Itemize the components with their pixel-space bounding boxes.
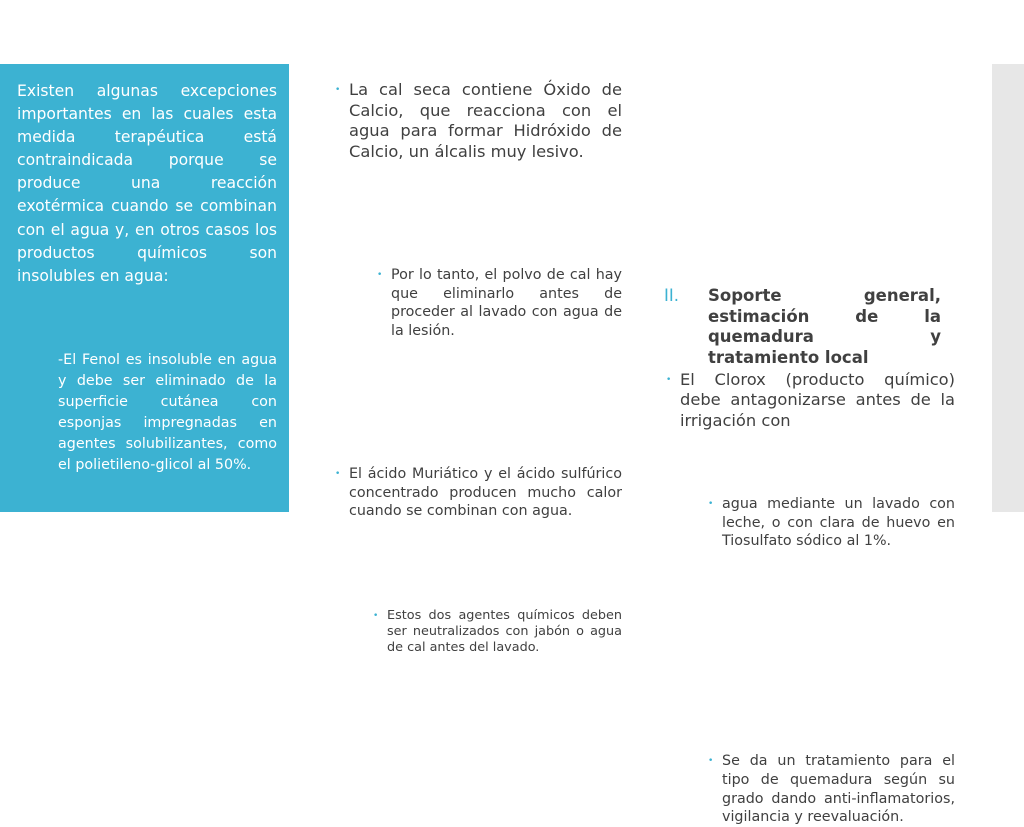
section-number: II. [664, 286, 679, 305]
bullet-text: Por lo tanto, el polvo de cal hay que eliminarlo antes de proceder al lavado con agua de la lesión. [391, 267, 622, 340]
bullet-icon: • [708, 499, 714, 510]
bullet-icon: • [335, 85, 341, 95]
subbullet-cal [377, 266, 622, 341]
bullet-icon: • [373, 610, 379, 621]
phenol-paragraph: -El Fenol es insoluble en agua y debe ser eliminado de la superficie cutánea con esponjas impregnadas en agentes solubilizantes, como el polietileno-glicol al 50%. [58, 352, 277, 473]
bullet-acido [335, 465, 622, 521]
bullet-icon: • [708, 756, 714, 767]
bullet-text: agua mediante un lavado con leche, o con clara de huevo en Tiosulfato sódico al 1%. [722, 496, 955, 550]
subbullet-acido [373, 608, 622, 657]
left-panel [0, 64, 289, 512]
intro-paragraph: Existen algunas excepciones importantes en las cuales esta medida terapéutica está contraindicada porque se produce una reacción exotérmica cuando se combinan con el agua y, en otros casos los productos químicos son insolubles en agua: [17, 82, 277, 285]
bullet-text: La cal seca contiene Óxido de Calcio, que reacciona con el agua para formar Hidróxido de Calcio, un álcalis muy lesivo. [349, 80, 622, 161]
bullet-icon: • [377, 270, 383, 280]
section-title: Soporte general, estimación de la quemadura y tratamiento local [708, 286, 941, 367]
bullet-text: Estos dos agentes químicos deben ser neutralizados con jabón o agua de cal antes del lavado. [387, 607, 622, 656]
bullet-clorox [666, 370, 955, 432]
subbullet-clorox [708, 495, 955, 551]
right-decorative-strip [992, 64, 1024, 512]
bullet-text: El ácido Muriático y el ácido sulfúrico concentrado producen mucho calor cuando se combinan con agua. [349, 465, 622, 520]
bullet-text: Se da un tratamiento para el tipo de quemadura según su grado dando anti-inflamatorios, vigilancia y reevaluación. [722, 753, 955, 826]
subbullet-section [708, 752, 955, 827]
bullet-cal-seca [335, 80, 622, 162]
bullet-icon: • [666, 374, 672, 385]
bullet-text: El Clorox (producto químico) debe antagonizarse antes de la irrigación con [680, 369, 955, 430]
bullet-icon: • [335, 468, 341, 479]
